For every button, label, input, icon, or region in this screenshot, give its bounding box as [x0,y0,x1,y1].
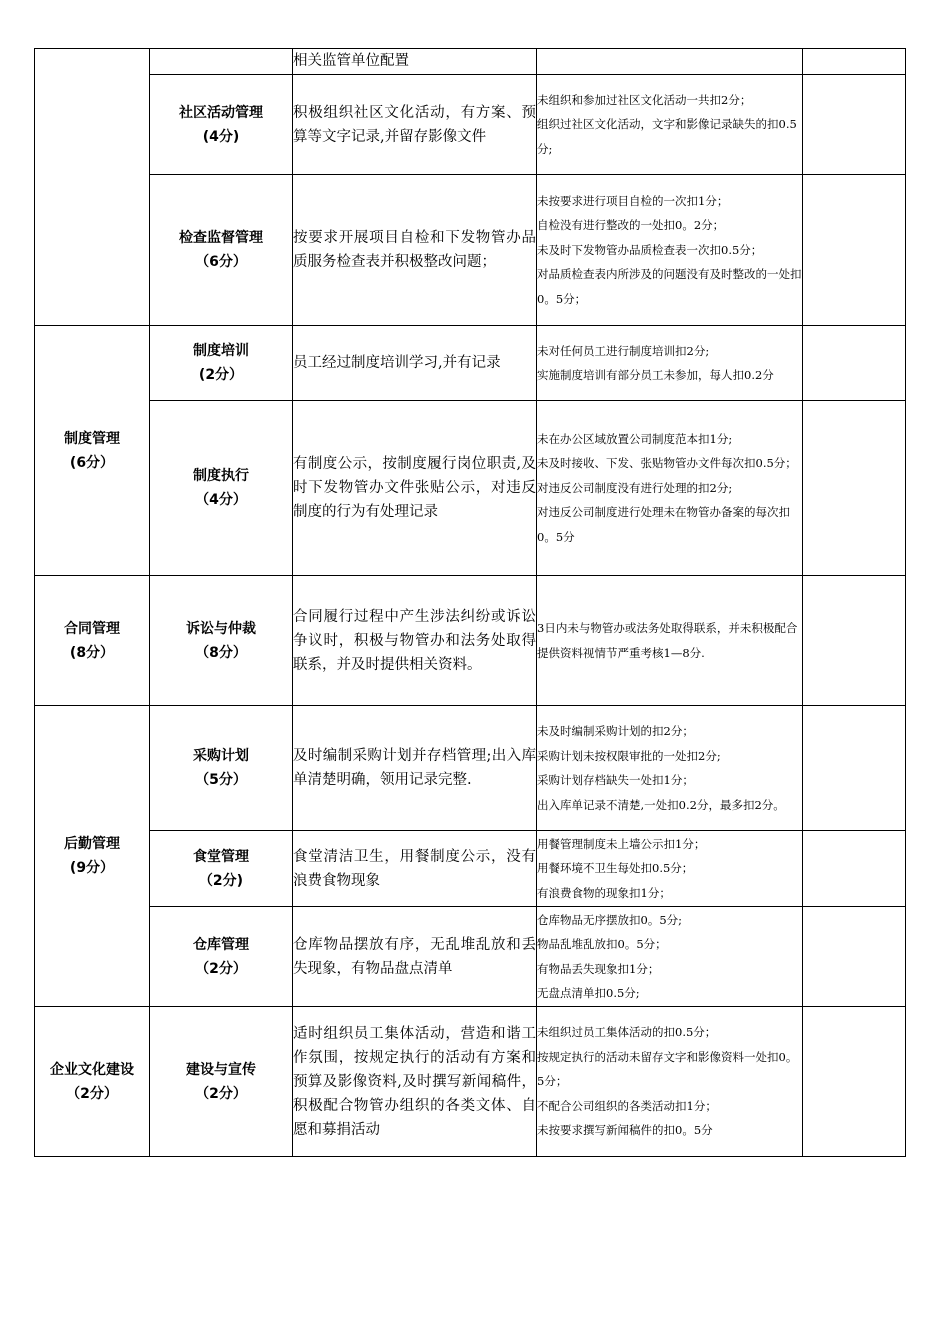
category-name: 企业文化建设 [50,1061,134,1078]
item-score: （4分） [195,492,247,508]
deduction-cell [537,907,803,1007]
requirement-cell [293,326,537,401]
category-score: （2分） [66,1085,118,1102]
deduction-line: 未按要求撰写新闻稿件的扣0。5分 [537,1123,713,1138]
requirement-cell [293,831,537,907]
score-cell [803,401,906,576]
requirement-text: 适时组织员工集体活动，营造和谐工作氛围，按规定执行的活动有方案和预算及影像资料,及时撰写新闻稿件，积极配合物管办组织的各类文体、自愿和募捐活动 [293,1025,536,1138]
item-cell [150,907,293,1007]
item-cell [150,175,293,326]
deduction-cell [537,326,803,401]
requirement-text: 仓库物品摆放有序，无乱堆乱放和丢失现象，有物品盘点清单 [293,936,536,977]
table-row [35,706,906,831]
deduction-line: 3日内未与物管办或法务处取得联系，并未积极配合提供资料视情节严重考核1—8分. [537,621,798,660]
requirement-text: 有制度公示，按制度履行岗位职责,及时下发物管办文件张贴公示，对违反制度的行为有处理记录 [293,456,536,520]
requirement-cell [293,576,537,706]
deduction-line: 用餐管理制度未上墙公示扣1分； [537,836,706,851]
deduction-cell [537,576,803,706]
item-score: （6分） [195,254,247,270]
requirement-text: 相关监管单位配置 [293,53,409,69]
deduction-line: 对违反公司制度进行处理未在物管办备案的每次扣0。5分 [537,505,790,544]
deduction-cell [537,706,803,831]
item-score: （8分） [195,644,247,661]
item-name: 社区活动管理 [179,104,263,121]
item-cell [150,401,293,576]
deduction-line: 无盘点清单扣0.5分; [537,986,640,1000]
deduction-line: 未组织过员工集体活动的扣0.5分； [537,1025,717,1040]
score-cell [803,49,906,75]
deduction-line: 未及时下发物管办品质检查表一次扣0.5分； [537,242,763,257]
deduction-cell [537,175,803,326]
deduction-line: 有浪费食物的现象扣1分； [537,885,671,900]
item-name: 制度执行 [193,468,249,484]
category-name: 合同管理 [64,620,120,637]
item-cell [150,326,293,401]
category-name: 制度管理 [64,430,120,447]
table-row [35,907,906,1007]
requirement-text: 及时编制采购计划并存档管理;出入库单清楚明确，领用记录完整. [293,748,536,788]
deduction-line: 未组织和参加过社区文化活动一共扣2分； [537,92,752,107]
item-cell [150,831,293,907]
deduction-cell [537,831,803,907]
item-cell [150,75,293,175]
item-cell [150,576,293,706]
deduction-line: 不配合公司组织的各类活动扣1分； [537,1098,717,1113]
score-cell [803,326,906,401]
score-cell [803,576,906,706]
item-name: 制度培训 [193,343,249,359]
item-name: 食堂管理 [193,848,249,865]
item-cell [150,706,293,831]
deduction-line: 出入库单记录不清楚,一处扣0.2分，最多扣2分。 [537,797,785,812]
deduction-line: 未及时接收、下发、张贴物管办文件每次扣0.5分； [537,456,797,471]
item-cell [150,1007,293,1157]
deduction-cell [537,75,803,175]
item-name: 建设与宣传 [186,1061,256,1078]
deduction-line: 未及时编制采购计划的扣2分； [537,724,694,738]
score-cell [803,175,906,326]
deduction-line: 对品质检查表内所涉及的问题没有及时整改的一处扣0。5分； [537,267,802,306]
table-row [35,75,906,175]
item-cell-empty [150,49,293,75]
requirement-cell [293,706,537,831]
category-cell [35,326,150,576]
table-row [35,401,906,576]
requirement-text: 员工经过制度培训学习,并有记录 [293,355,501,371]
deduction-line: 采购计划未按权限审批的一处扣2分; [537,748,721,763]
score-cell [803,907,906,1007]
requirement-text: 合同履行过程中产生涉法纠纷或诉讼争议时，积极与物管办和法务处取得联系，并及时提供相关资料。 [293,608,536,673]
score-cell [803,831,906,907]
table-row [35,326,906,401]
deduction-line: 按规定执行的活动未留存文字和影像资料一处扣0。5分； [537,1049,798,1089]
table-row [35,831,906,907]
requirement-cell [293,175,537,326]
deduction-line: 未对任何员工进行制度培训扣2分; [537,343,710,358]
deduction-line: 物品乱堆乱放扣0。5分； [537,937,667,951]
item-name: 检查监督管理 [179,230,263,246]
requirement-text: 按要求开展项目自检和下发物管办品质服务检查表并积极整改问题； [293,230,536,270]
deduction-line: 用餐环境不卫生每处扣0.5分； [537,861,694,876]
item-name: 仓库管理 [193,936,249,953]
deduction-line: 自检没有进行整改的一处扣0。2分； [537,218,725,233]
category-score: (6分） [69,454,115,471]
assessment-table [34,48,906,1157]
score-cell [803,706,906,831]
item-score: （2分） [195,960,247,977]
requirement-cell [293,1007,537,1157]
item-score: (2分） [198,367,244,383]
category-cell [35,576,150,706]
deduction-line: 未在办公区域放置公司制度范本扣1分; [537,431,733,446]
category-cell-continued [35,49,150,326]
requirement-text: 积极组织社区文化活动，有方案、预算等文字记录,并留存影像文件 [293,104,536,145]
deduction-line: 有物品丢失现象扣1分； [537,961,660,976]
item-score: (4分) [202,128,240,145]
deduction-line: 未按要求进行项目自检的一次扣1分； [537,193,729,208]
deduction-line: 实施制度培训有部分员工未参加，每人扣0.2分 [537,368,774,382]
deduction-line: 采购计划存档缺失一处扣1分； [537,773,694,787]
requirement-text: 食堂清洁卫生，用餐制度公示，没有浪费食物现象 [293,848,536,889]
item-score: （2分） [195,1085,247,1102]
deduction-line: 组织过社区文化活动，文字和影像记录缺失的扣0.5分; [537,117,797,156]
category-cell [35,1007,150,1157]
requirement-cell [293,907,537,1007]
score-cell [803,1007,906,1157]
category-name: 后勤管理 [64,836,120,852]
score-cell [803,75,906,175]
table-row [35,175,906,326]
deduction-line: 对违反公司制度没有进行处理的扣2分; [537,480,733,495]
category-score: (9分） [69,860,115,876]
item-name: 采购计划 [193,748,249,764]
requirement-cell [293,49,537,75]
table-row [35,49,906,75]
item-score: （5分） [195,772,247,788]
deduction-cell [537,401,803,576]
table-row [35,1007,906,1157]
category-score: (8分） [69,644,115,661]
deduction-cell [537,1007,803,1157]
requirement-cell [293,75,537,175]
item-score: （2分) [198,872,244,889]
category-cell [35,706,150,1007]
requirement-cell [293,401,537,576]
deduction-line: 仓库物品无序摆放扣0。5分; [537,912,683,927]
deduction-cell-empty [537,49,803,75]
table-row [35,576,906,706]
item-name: 诉讼与仲裁 [186,620,256,637]
